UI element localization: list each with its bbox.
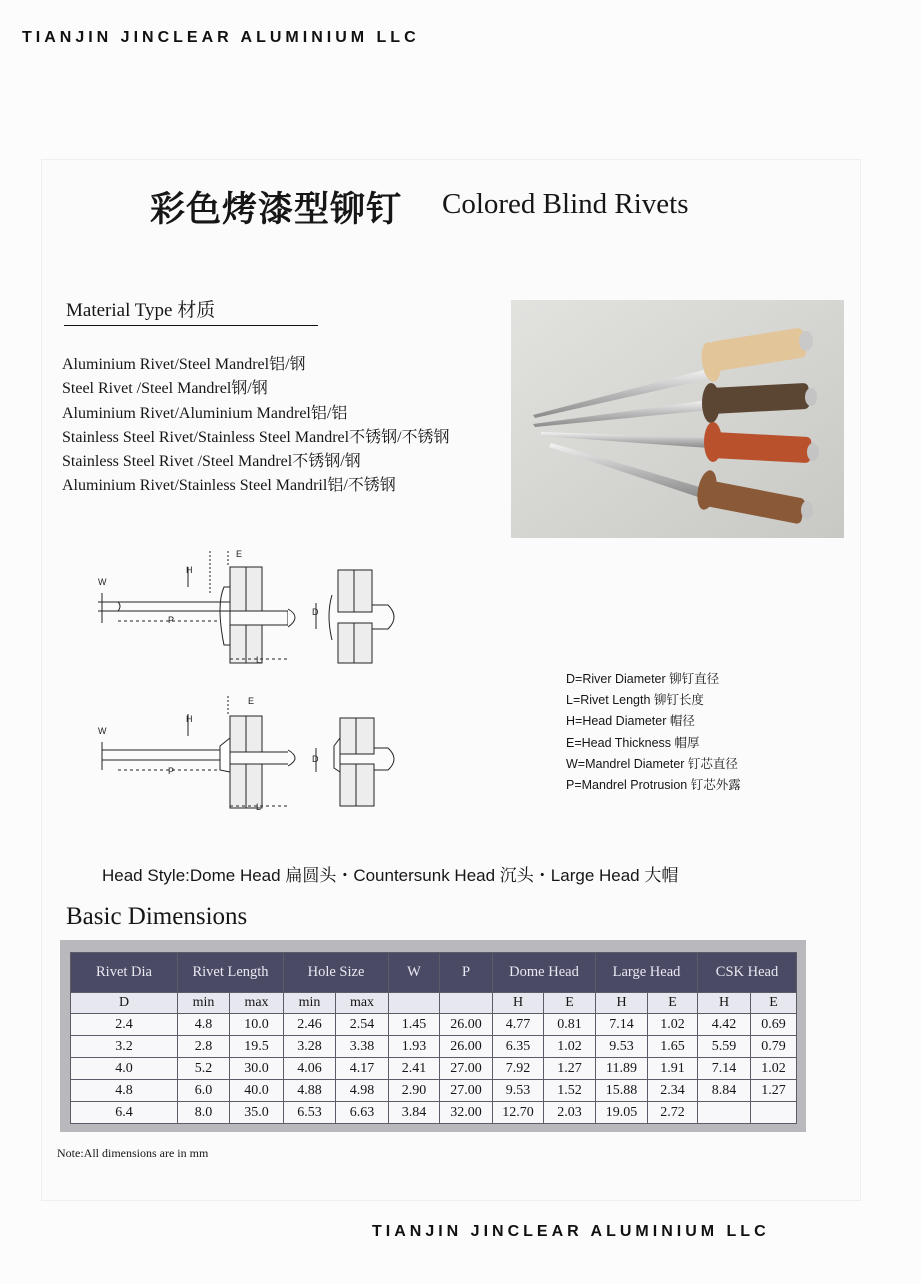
table-cell: 30.0 xyxy=(230,1058,284,1080)
table-cell: 4.98 xyxy=(336,1080,389,1102)
head-style-text: Head Style:Dome Head 扁圆头・Countersunk Head 沉头・Large Head 大帽 xyxy=(102,866,679,885)
table-cell: 1.91 xyxy=(648,1058,698,1080)
subheader-cell: E xyxy=(544,993,596,1014)
table-cell: 3.2 xyxy=(71,1036,178,1058)
title-chinese: 彩色烤漆型铆钉 xyxy=(150,190,403,230)
table-cell: 2.41 xyxy=(389,1058,440,1080)
table-cell: 7.92 xyxy=(493,1058,544,1080)
col-header-rivet-length: Rivet Length xyxy=(178,953,284,993)
table-row xyxy=(71,1058,797,1080)
subheader-cell: min xyxy=(284,993,336,1014)
table-cell: 1.02 xyxy=(751,1058,797,1080)
label-p: P xyxy=(168,615,175,625)
legend-item: L=Rivet Length 铆钉长度 xyxy=(566,693,704,708)
table-row xyxy=(71,1036,797,1058)
col-header-large-head: Large Head xyxy=(596,953,698,993)
table-cell xyxy=(698,1102,751,1124)
table-cell: 12.70 xyxy=(493,1102,544,1124)
table-cell: 19.05 xyxy=(596,1102,648,1124)
table-cell: 3.38 xyxy=(336,1036,389,1058)
subheader-cell: min xyxy=(178,993,230,1014)
table-cell: 19.5 xyxy=(230,1036,284,1058)
dimension-legend xyxy=(566,669,741,796)
table-cell: 27.00 xyxy=(440,1080,493,1102)
col-header-p: P xyxy=(440,953,493,993)
table-cell: 4.0 xyxy=(71,1058,178,1080)
subheader-cell: H xyxy=(596,993,648,1014)
table-cell: 6.63 xyxy=(336,1102,389,1124)
table-cell: 4.8 xyxy=(178,1014,230,1036)
col-header-w: W xyxy=(389,953,440,993)
table-cell: 1.65 xyxy=(648,1036,698,1058)
table-cell: 7.14 xyxy=(698,1058,751,1080)
countersunk-rivet-diagram xyxy=(88,690,418,825)
table-subheader-row xyxy=(71,993,797,1014)
table-cell: 8.0 xyxy=(178,1102,230,1124)
table-cell: 2.46 xyxy=(284,1014,336,1036)
legend-item: H=Head Diameter 帽径 xyxy=(566,714,695,729)
table-row xyxy=(71,1080,797,1102)
subheader-cell: H xyxy=(698,993,751,1014)
table-cell xyxy=(751,1102,797,1124)
table-cell: 40.0 xyxy=(230,1080,284,1102)
table-cell: 35.0 xyxy=(230,1102,284,1124)
table-cell: 26.00 xyxy=(440,1036,493,1058)
legend-item: W=Mandrel Diameter 钉芯直径 xyxy=(566,756,738,771)
subheader-cell: D xyxy=(71,993,178,1014)
label-l: L xyxy=(256,655,262,665)
table-cell: 15.88 xyxy=(596,1080,648,1102)
table-cell: 26.00 xyxy=(440,1014,493,1036)
label-d: D xyxy=(312,607,319,617)
table-cell: 7.14 xyxy=(596,1014,648,1036)
table-cell: 2.34 xyxy=(648,1080,698,1102)
table-row xyxy=(71,1014,797,1036)
table-cell: 2.72 xyxy=(648,1102,698,1124)
label-h: H xyxy=(186,565,193,575)
legend-item: P=Mandrel Protrusion 钉芯外露 xyxy=(566,778,741,793)
dimensions-table-frame xyxy=(60,940,806,1132)
table-cell: 3.84 xyxy=(389,1102,440,1124)
label-l: L xyxy=(256,802,262,812)
col-header-csk-head: CSK Head xyxy=(698,953,797,993)
table-cell: 32.00 xyxy=(440,1102,493,1124)
table-header-row xyxy=(71,953,797,993)
table-cell: 5.2 xyxy=(178,1058,230,1080)
legend-item: D=River Diameter 铆钉直径 xyxy=(566,672,720,686)
table-cell: 1.45 xyxy=(389,1014,440,1036)
company-name-bottom: TIANJIN JINCLEAR ALUMINIUM LLC xyxy=(372,1223,770,1240)
table-cell: 2.4 xyxy=(71,1014,178,1036)
company-name-top: TIANJIN JINCLEAR ALUMINIUM LLC xyxy=(22,29,420,46)
col-header-hole-size: Hole Size xyxy=(284,953,389,993)
basic-dimensions-heading: Basic Dimensions xyxy=(66,903,248,930)
table-cell: 1.02 xyxy=(544,1036,596,1058)
table-cell: 4.06 xyxy=(284,1058,336,1080)
subheader-cell: H xyxy=(493,993,544,1014)
table-cell: 2.03 xyxy=(544,1102,596,1124)
subheader-cell: max xyxy=(230,993,284,1014)
table-cell: 1.02 xyxy=(648,1014,698,1036)
table-row xyxy=(71,1102,797,1124)
title-english: Colored Blind Rivets xyxy=(442,188,689,220)
label-e: E xyxy=(248,696,255,706)
label-w: W xyxy=(98,577,107,587)
table-cell: 1.52 xyxy=(544,1080,596,1102)
table-cell: 27.00 xyxy=(440,1058,493,1080)
table-cell: 3.28 xyxy=(284,1036,336,1058)
table-cell: 5.59 xyxy=(698,1036,751,1058)
legend-item: E=Head Thickness 帽厚 xyxy=(566,735,700,750)
table-cell: 6.4 xyxy=(71,1102,178,1124)
material-heading-underline xyxy=(64,325,318,326)
table-cell: 2.54 xyxy=(336,1014,389,1036)
label-d: D xyxy=(312,754,319,764)
table-cell: 8.84 xyxy=(698,1080,751,1102)
subheader-cell: E xyxy=(751,993,797,1014)
table-cell: 4.42 xyxy=(698,1014,751,1036)
table-cell: 4.17 xyxy=(336,1058,389,1080)
table-cell: 4.88 xyxy=(284,1080,336,1102)
material-item: Steel Rivet /Steel Mandrel钢/钢 xyxy=(62,380,268,398)
table-cell: 6.0 xyxy=(178,1080,230,1102)
table-cell: 10.0 xyxy=(230,1014,284,1036)
table-cell: 0.69 xyxy=(751,1014,797,1036)
table-cell: 6.53 xyxy=(284,1102,336,1124)
material-item: Aluminium Rivet/Aluminium Mandrel铝/铝 xyxy=(62,404,348,422)
col-header-dome-head: Dome Head xyxy=(493,953,596,993)
dimensions-table xyxy=(70,952,797,1124)
material-list xyxy=(62,353,450,499)
rivets-illustration xyxy=(511,300,844,538)
subheader-cell: E xyxy=(648,993,698,1014)
table-cell: 0.81 xyxy=(544,1014,596,1036)
label-p: P xyxy=(168,766,175,776)
label-h: H xyxy=(186,714,193,724)
table-cell: 9.53 xyxy=(493,1080,544,1102)
material-item: Stainless Steel Rivet/Stainless Steel Mandrel不锈钢/不锈钢 xyxy=(62,428,450,446)
dome-head-rivet-diagram xyxy=(88,545,418,680)
rivets-photo xyxy=(511,300,844,538)
subheader-cell xyxy=(440,993,493,1014)
table-cell: 4.8 xyxy=(71,1080,178,1102)
table-cell: 11.89 xyxy=(596,1058,648,1080)
table-cell: 4.77 xyxy=(493,1014,544,1036)
label-e: E xyxy=(236,549,243,559)
table-cell: 6.35 xyxy=(493,1036,544,1058)
material-type-heading: Material Type 材质 xyxy=(66,300,216,321)
subheader-cell: max xyxy=(336,993,389,1014)
table-cell: 0.79 xyxy=(751,1036,797,1058)
label-w: W xyxy=(98,726,107,736)
table-cell: 1.27 xyxy=(544,1058,596,1080)
material-item: Stainless Steel Rivet /Steel Mandrel不锈钢/钢 xyxy=(62,453,361,471)
subheader-cell xyxy=(389,993,440,1014)
col-header-rivet-dia: Rivet Dia xyxy=(71,953,178,993)
dimensions-note: Note:All dimensions are in mm xyxy=(57,1146,209,1160)
material-item: Aluminium Rivet/Stainless Steel Mandril铝/不锈钢 xyxy=(62,477,396,495)
table-cell: 2.90 xyxy=(389,1080,440,1102)
table-cell: 1.93 xyxy=(389,1036,440,1058)
table-cell: 9.53 xyxy=(596,1036,648,1058)
material-item: Aluminium Rivet/Steel Mandrel铝/钢 xyxy=(62,356,306,373)
table-cell: 1.27 xyxy=(751,1080,797,1102)
table-cell: 2.8 xyxy=(178,1036,230,1058)
